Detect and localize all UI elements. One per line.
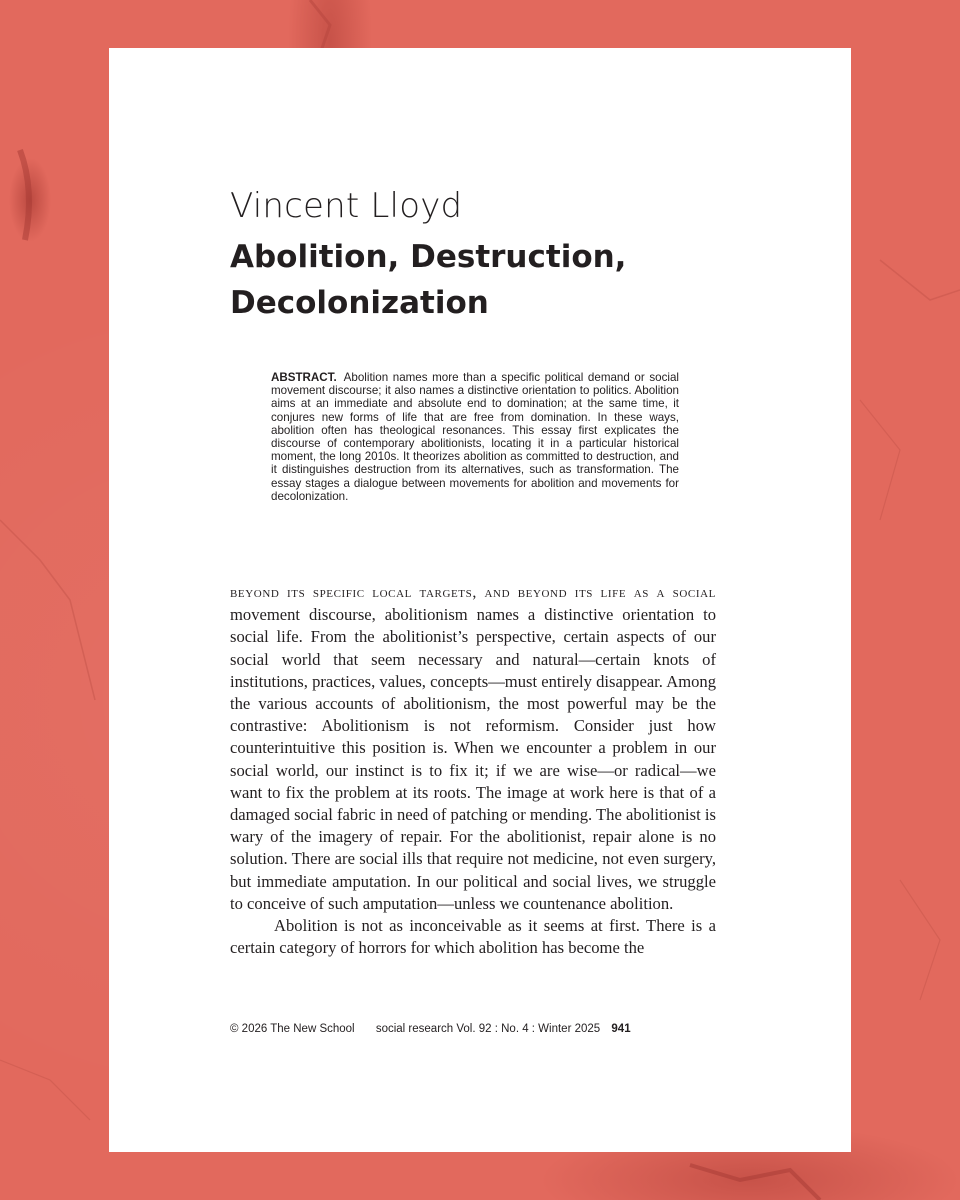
body-paragraph-1 [230, 581, 716, 915]
journal-page [109, 48, 851, 1152]
page-footer [230, 1023, 710, 1035]
author-name: Vincent Lloyd [230, 186, 463, 226]
article-title [230, 234, 750, 326]
copyright: © 2026 The New School [230, 1023, 355, 1035]
body-lead-in: beyond its specific local targets, and beyond its life as a social [230, 584, 716, 601]
body-paragraph-2: Abolition is not as inconceivable as it seems at first. There is a certain category of horrors for which abolition has become the [230, 916, 716, 958]
title-line-2: Decolonization [230, 285, 489, 321]
journal-citation: social research Vol. 92 : No. 4 : Winter 2025 [375, 1023, 601, 1035]
title-line-1: Abolition, Destruction, [230, 239, 627, 275]
page-number: 941 [611, 1023, 631, 1035]
body-paragraph-1-text: movement discourse, abolitionism names a distinctive orientation to social life. From the abolitionist’s perspective, certain aspects of our social world that seem necessary and natural—certain knots of institutions, practices, values, concepts—must entirely disappear. Among the various accounts of abolitionism, the most powerful may be the contrastive: Abolitionism is not reformism. Consider just how counterintuitive this position is. When we encounter a problem in our social world, our instinct is to fix it; if we are wise—or radical—we want to fix the problem at its roots. The image at work here is that of a damaged social fabric in need of patching or mending. The abolitionist is wary of the imagery of repair. For the abolitionist, repair alone is no solution. There are social ills that require not medicine, not even surgery, but immediate amputation. In our political and social lives, we struggle to conceive of such amputation—unless we countenance abolition. [230, 605, 716, 913]
abstract-text: Abolition names more than a specific political demand or social movement discourse; it also names a distinctive orientation to politics. Abolition aims at an immediate and absolute end to domination; at the same time, it conjures new forms of life that are free from domination. In these ways, abolition often has theological resonances. This essay first explicates the discourse of contemporary abolitionists, locating it in a particular historical moment, the long 2010s. It theorizes abolition as committed to destruction, and it distinguishes destruction from its alternatives, such as transformation. The essay stages a dialogue between movements for abolition and movements for decolonization. [271, 371, 679, 503]
article-body [230, 581, 716, 959]
abstract-label: ABSTRACT. [271, 371, 337, 384]
abstract [271, 371, 679, 503]
